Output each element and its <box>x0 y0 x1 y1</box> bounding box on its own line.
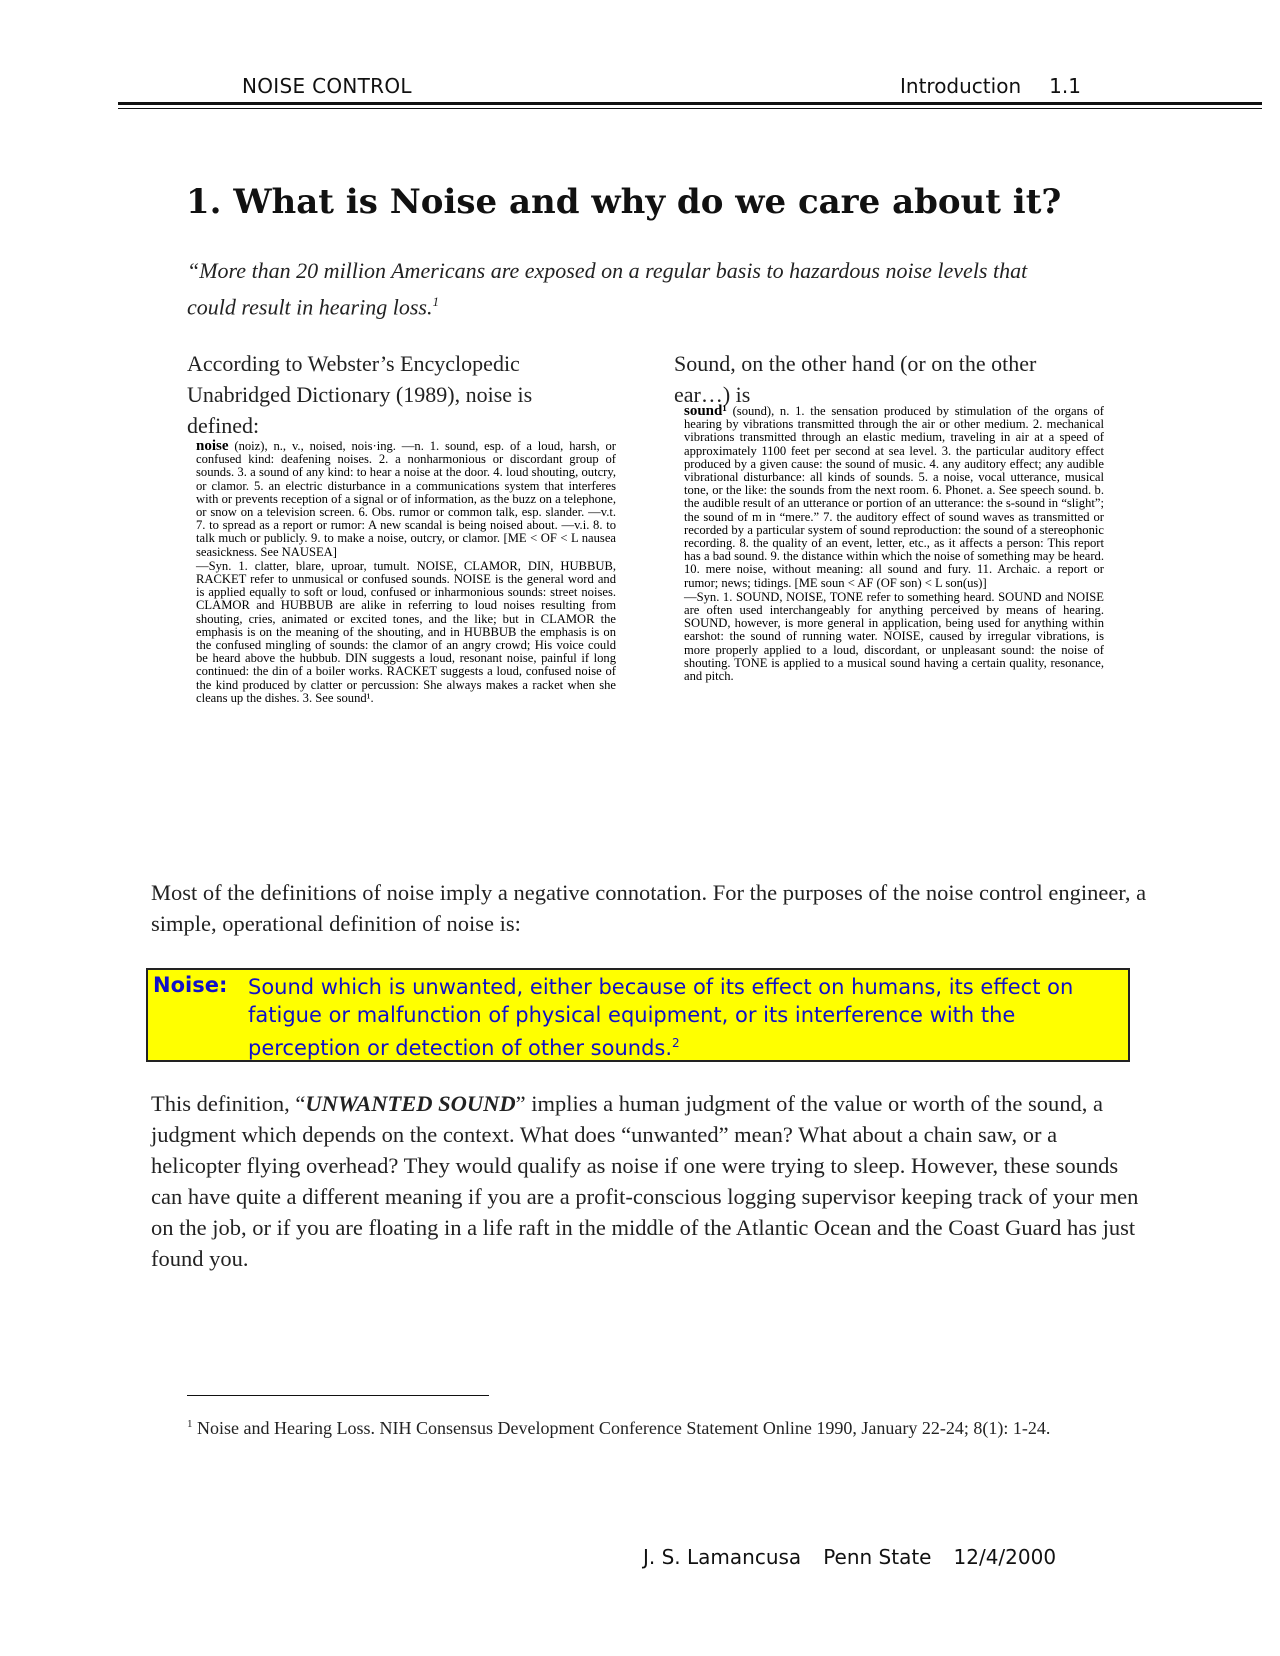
right-column-intro: Sound, on the other hand (or on the other ear…) is <box>674 351 1037 407</box>
noise-headword: noise <box>196 438 229 454</box>
section-number: 1.1 <box>1049 74 1081 98</box>
sound-headword: sound¹ <box>684 403 727 419</box>
page-title: 1. What is Noise and why do we care about it? <box>186 182 1062 222</box>
quote-footnote-ref[interactable]: 1 <box>432 294 439 309</box>
body-paragraph-2 <box>151 1088 1151 1274</box>
footnote <box>187 1412 1067 1441</box>
left-column-intro: According to Webster’s Encyclopedic Unabridged Dictionary (1989), noise is defined: <box>187 351 533 438</box>
section-name: Introduction <box>900 74 1022 98</box>
para2-emphasis: UNWANTED SOUND <box>305 1091 516 1116</box>
footnote-separator <box>187 1395 489 1396</box>
para2-before: This definition, “ <box>151 1091 306 1116</box>
noise-entry-text: (noiz), n., v., noised, nois·ing. —n. 1. sound, esp. of a loud, harsh, or confused kind: deafening noises. 2. a nonharmonious or discordant group of sounds. 3. a sound of any kind: to hear a noise at the door. 4. loud shouting, outcry, or clamor. 5. an electric disturbance in a communications system that interferes with or prevents reception of a signal or of information, as the buzz on a telephone, or snow on a television screen. 6. Obs. rumor or common talk, esp. slander. —v.t. 7. to spread as a report or rumor: A new scandal is being noised about. —v.i. 8. to talk much or publicly. 9. to make a noise, outcry, or clamor. [ME < OF < L nausea seasickness. See NAUSEA] <box>196 439 616 559</box>
para2-after: ” implies a human judgment of the value or worth of the sound, a judgment which depends on the context. What does “unwanted” mean? What about a chain saw, or a helicopter flying overhead? They would qualify as noise if one were trying to sleep. However, these sounds can have quite a different meaning if you are a profit-conscious logging supervisor keeping track of your men on the job, or if you are floating in a life raft in the middle of the Atlantic Ocean and the Coast Guard has just found you. <box>151 1091 1139 1271</box>
definition-term: Noise: <box>153 973 228 997</box>
dictionary-entry-sound <box>684 405 1104 683</box>
sound-entry-text: (sound), n. 1. the sensation produced by stimulation of the organs of hearing by vibrations transmitted through the air or other medium. 2. mechanical vibrations transmitted through an elastic medium, traveling in air at a speed of approximately 1100 feet per second at sea level. 3. the particular auditory effect produced by a given cause: the sound of music. 4. any auditory effect; any audible vibrational disturbance: all kinds of sounds. 5. a noise, vocal utterance, musical tone, or the like: the sounds from the next room. 6. Phonet. a. See speech sound. b. the audible result of an utterance or portion of an utterance: the s-sound in “slight”; the sound of m in “mere.” 7. the auditory effect of sound waves as transmitted or recorded by a particular system of sound reproduction: the sound of a stereophonic recording. 8. the quality of an event, letter, etc., as it affects a person: This report has a bad sound. 9. the distance within which the noise of something may be heard. 10. mere noise, without meaning: all sound and fury. 11. Archaic. a report or rumor; news; tidings. [ME soun < AF (OF son) < L son(us)] <box>684 404 1104 590</box>
running-header-section <box>900 74 1081 98</box>
definition-text <box>248 973 1128 1062</box>
footer-date: 12/4/2000 <box>953 1545 1057 1569</box>
definition-body: Sound which is unwanted, either because of its effect on humans, its effect on fatigue or malfunction of physical equipment, or its interference with the perception or detection of other sounds. <box>248 975 1074 1060</box>
footnote-number: 1 <box>187 1418 193 1430</box>
sound-synonyms: —Syn. 1. SOUND, NOISE, TONE refer to something heard. SOUND and NOISE are often used interchangeably for anything perceived by means of hearing. SOUND, however, is more general in application, being used for anything within earshot: the sound of running water. NOISE, caused by irregular vibrations, is more properly applied to a loud, discordant, or unpleasant sound: the noise of shouting. TONE is applied to a musical sound having a certain quality, resonance, and pitch. <box>684 589 1104 684</box>
footnote-text: Noise and Hearing Loss. NIH Consensus Development Conference Statement Online 1990, January 22-24; 8(1): 1-24. <box>192 1418 1051 1438</box>
header-rule-thin <box>118 108 1262 109</box>
noise-definition-box <box>146 968 1130 1062</box>
running-header-title: NOISE CONTROL <box>242 74 412 98</box>
footer-author: J. S. Lamancusa <box>643 1545 802 1569</box>
footer-institution: Penn State <box>823 1545 932 1569</box>
definition-footnote-ref[interactable]: 2 <box>672 1036 680 1050</box>
noise-definition <box>196 440 616 559</box>
intro-quote <box>187 255 1067 322</box>
noise-synonyms: —Syn. 1. clatter, blare, uproar, tumult. NOISE, CLAMOR, DIN, HUBBUB, RACKET refer to unmusical or confused sounds. NOISE is the general word and is applied equally to soft or loud, confused or inharmonious sounds: street noises. CLAMOR and HUBBUB are alike in referring to loud noises resulting from shouting, cries, animated or excited tones, and the like; but in CLAMOR the emphasis is on the meaning of the shouting, and in HUBBUB the emphasis is on the confused mingling of sounds: the clamor of an angry crowd; His voice could be heard above the hubbub. DIN suggests a loud, resonant noise, painful if long continued: the din of a boiler works. RACKET suggests a loud, confused noise of the kind produced by clatter or percussion: She always makes a racket when she cleans up the dishes. 3. See sound¹. <box>196 558 616 705</box>
sound-definition <box>684 405 1104 590</box>
quote-text: “More than 20 million Americans are exposed on a regular basis to hazardous noise levels that could result in hearing loss. <box>187 258 1028 320</box>
body-paragraph-1: Most of the definitions of noise imply a negative connotation. For the purposes of the noise control engineer, a simple, operational definition of noise is: <box>151 880 1147 936</box>
page-footer <box>643 1545 1078 1569</box>
header-rule-thick <box>118 102 1262 105</box>
dictionary-entry-noise <box>196 440 616 705</box>
